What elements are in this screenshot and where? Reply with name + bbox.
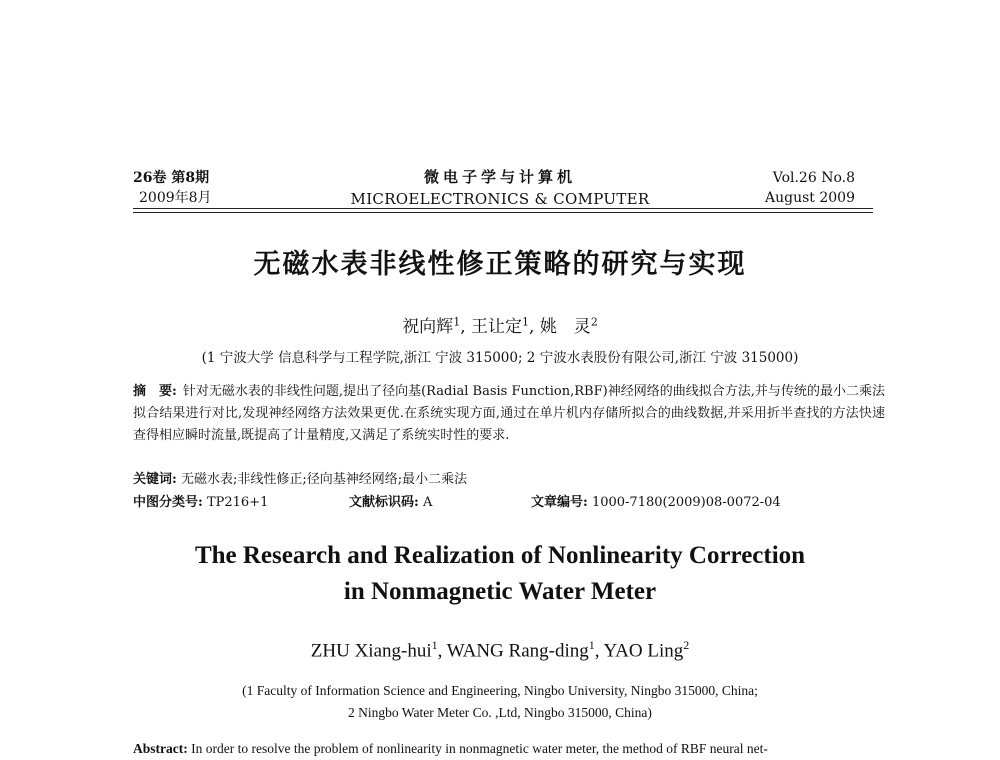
affiliation-en-line1: (1 Faculty of Information Science and Engineering, Ningbo University, Ningbo 315000, China; xyxy=(242,683,758,698)
author-affil-mark: 1 xyxy=(522,315,529,329)
clc-label: 中图分类号: xyxy=(133,495,203,510)
abstract-cn xyxy=(133,381,885,447)
author-name: 祝向辉 xyxy=(402,317,454,337)
journal-name-en: MICROELECTRONICS & COMPUTER xyxy=(350,190,650,208)
author-list-cn xyxy=(0,312,1000,337)
author-name: ZHU Xiang-hui xyxy=(310,640,432,662)
abstract-label-en: Abstract: xyxy=(133,741,188,756)
volume-issue-cn: 26卷 第8期 xyxy=(133,170,210,186)
affiliation-en-line2: 2 Ningbo Water Meter Co. ,Ltd, Ningbo 315000, China) xyxy=(348,705,652,720)
author-name: 王让定 xyxy=(471,317,522,337)
author-separator: , xyxy=(437,640,447,662)
abstract-text-cn: 针对无磁水表的非线性问题,提出了径向基(Radial Basis Function,RBF)神经网络的曲线拟合方法,并与传统的最小二乘法拟合结果进行对比,发现神经网络方法效果更优.在系统实现方面,通过在单片机内存储所拟合的曲线数据,并采用折半查找的方法快速查得相应瞬时流量,既提高了计量精度,又满足了系统实时性的要求. xyxy=(133,384,885,443)
author-separator: , xyxy=(529,317,535,337)
author-separator: , xyxy=(460,317,466,337)
article-number-label: 文章编号: xyxy=(531,495,588,510)
header-rule-thin xyxy=(133,212,873,213)
issue-info xyxy=(133,168,212,208)
affiliation-en xyxy=(0,680,1000,724)
document-code xyxy=(349,491,432,510)
abstract-text-en: In order to resolve the problem of nonlinearity in nonmagnetic water meter, the method of RBF neural net- xyxy=(191,741,768,756)
author-affil-mark: 1 xyxy=(453,315,461,329)
author-affil-mark: 1 xyxy=(588,638,595,652)
date-cn: 2009年8月 xyxy=(139,190,212,206)
article-number xyxy=(531,491,781,510)
paper-title-en-line2: in Nonmagnetic Water Meter xyxy=(343,578,657,605)
document-code-value: A xyxy=(422,495,433,510)
author-name: 姚 灵 xyxy=(539,317,591,337)
author-affil-mark: 2 xyxy=(590,315,598,329)
document-code-label: 文献标识码: xyxy=(349,495,419,510)
abstract-label-cn: 摘 要: xyxy=(133,384,177,399)
abstract-en xyxy=(133,741,893,757)
article-number-value: 1000-7180(2009)08-0072-04 xyxy=(591,495,781,510)
author-list-en xyxy=(0,638,1000,662)
issue-info-en xyxy=(765,168,855,208)
author-affil-mark: 2 xyxy=(683,638,690,652)
author-name: YAO Ling xyxy=(603,640,684,662)
paper-title-en xyxy=(0,538,1000,610)
journal-name-cn: 微电子学与计算机 xyxy=(423,168,576,186)
keywords-label: 关键词: xyxy=(133,472,177,487)
author-separator: , xyxy=(594,640,604,662)
keywords-text: 无磁水表;非线性修正;径向基神经网络;最小二乘法 xyxy=(180,472,468,487)
keywords-cn xyxy=(133,468,885,487)
clc-number xyxy=(133,491,268,510)
author-affil-mark: 1 xyxy=(431,638,438,652)
author-name: WANG Rang-ding xyxy=(446,640,589,662)
volume-issue-en: Vol.26 No.8 xyxy=(772,170,855,186)
clc-value: TP216+1 xyxy=(206,495,269,510)
header-rule-thick xyxy=(133,208,873,209)
paper-title-en-line1: The Research and Realization of Nonlinearity Correction xyxy=(194,542,806,569)
journal-name xyxy=(300,166,700,210)
paper-title-cn: 无磁水表非线性修正策略的研究与实现 xyxy=(253,249,747,280)
affiliation-cn: (1 宁波大学 信息科学与工程学院,浙江 宁波 315000; 2 宁波水表股份有限公司,浙江 宁波 315000) xyxy=(201,350,799,366)
date-en: August 2009 xyxy=(765,190,855,206)
